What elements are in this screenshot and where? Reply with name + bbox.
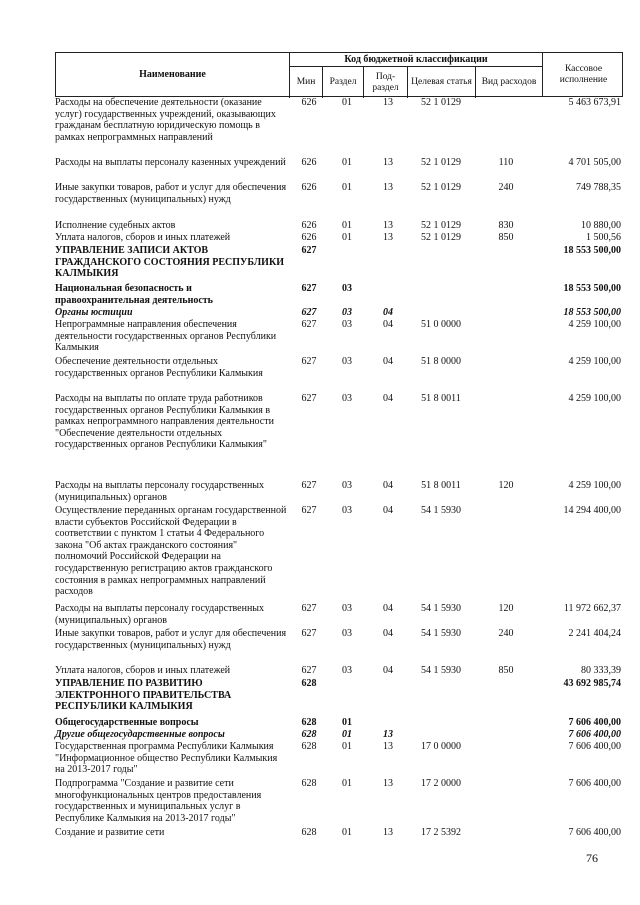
row-name: Органы юстиции xyxy=(55,307,133,318)
row-podrazdel: 13 xyxy=(383,827,393,838)
row-name: Расходы на выплаты персоналу государственных (муниципальных) органов xyxy=(55,603,265,626)
row-name: Непрограммные направления обеспечения деятельности государственных органов Республики Калмыкия xyxy=(55,319,277,354)
row-razdel: 01 xyxy=(342,232,352,243)
row-min: 627 xyxy=(301,505,317,516)
row-podrazdel: 13 xyxy=(383,182,393,193)
row-sum: 2 241 404,24 xyxy=(568,628,621,639)
row-razdel: 01 xyxy=(342,717,352,728)
row-vid: 830 xyxy=(498,220,514,231)
row-razdel: 03 xyxy=(342,393,352,404)
row-stat: 51 0 0000 xyxy=(421,319,461,330)
row-stat: 52 1 0129 xyxy=(421,220,461,231)
row-podrazdel: 04 xyxy=(383,319,393,330)
row-sum: 10 880,00 xyxy=(581,220,621,231)
row-sum: 18 553 500,00 xyxy=(563,245,621,256)
row-vid: 850 xyxy=(498,232,514,243)
row-name: Иные закупки товаров, работ и услуг для обеспечения государственных (муниципальных) нужд xyxy=(55,182,287,205)
row-min: 627 xyxy=(301,319,317,330)
row-name: Другие общегосударственные вопросы xyxy=(55,729,225,740)
row-name: Расходы на выплаты персоналу казенных учреждений xyxy=(55,157,286,168)
row-sum: 18 553 500,00 xyxy=(563,307,621,318)
row-min: 627 xyxy=(301,356,317,367)
row-stat: 52 1 0129 xyxy=(421,97,461,108)
row-min: 626 xyxy=(301,232,317,243)
page-number: 76 xyxy=(586,851,598,865)
row-min: 627 xyxy=(301,603,317,614)
row-name: Уплата налогов, сборов и иных платежей xyxy=(55,232,231,243)
row-vid: 110 xyxy=(498,157,514,168)
row-stat: 52 1 0129 xyxy=(421,157,461,168)
row-razdel: 01 xyxy=(342,220,352,231)
row-vid: 850 xyxy=(498,665,514,676)
row-name: Национальная безопасность и правоохранительная деятельность xyxy=(55,283,213,306)
header-name: Наименование xyxy=(139,69,206,80)
row-min: 628 xyxy=(301,729,317,740)
row-sum: 4 259 100,00 xyxy=(568,356,621,367)
row-stat: 54 1 5930 xyxy=(421,603,461,614)
header-stat: Целевая статья xyxy=(407,67,475,98)
row-name: УПРАВЛЕНИЕ ЗАПИСИ АКТОВ ГРАЖДАНСКОГО СОСТОЯНИЯ РЕСПУБЛИКИ КАЛМЫКИЯ xyxy=(55,245,284,280)
row-stat: 17 2 0000 xyxy=(421,778,461,789)
row-razdel: 01 xyxy=(342,729,352,740)
row-podrazdel: 13 xyxy=(383,97,393,108)
row-min: 627 xyxy=(301,665,317,676)
row-razdel: 03 xyxy=(342,283,352,294)
row-razdel: 03 xyxy=(342,628,352,639)
row-podrazdel: 04 xyxy=(383,505,393,516)
header-min: Мин xyxy=(289,67,322,98)
row-min: 626 xyxy=(301,157,317,168)
row-razdel: 03 xyxy=(342,603,352,614)
header-code-title: Код бюджетной классификации xyxy=(289,53,542,67)
row-min: 627 xyxy=(301,628,317,639)
row-sum: 7 606 400,00 xyxy=(568,729,621,740)
row-min: 628 xyxy=(301,717,317,728)
row-sum: 1 500,56 xyxy=(586,232,621,243)
row-name: Исполнение судебных актов xyxy=(55,220,176,231)
row-sum: 7 606 400,00 xyxy=(568,827,621,838)
row-sum: 43 692 985,74 xyxy=(563,678,621,689)
row-name: Уплата налогов, сборов и иных платежей xyxy=(55,665,231,676)
row-stat: 54 1 5930 xyxy=(421,665,461,676)
row-min: 628 xyxy=(301,741,317,752)
row-stat: 54 1 5930 xyxy=(421,628,461,639)
row-min: 627 xyxy=(301,480,317,491)
row-sum: 7 606 400,00 xyxy=(568,741,621,752)
row-podrazdel: 13 xyxy=(383,157,393,168)
row-podrazdel: 04 xyxy=(383,480,393,491)
row-stat: 52 1 0129 xyxy=(421,232,461,243)
row-podrazdel: 04 xyxy=(383,628,393,639)
row-vid: 240 xyxy=(498,628,514,639)
row-razdel: 03 xyxy=(342,319,352,330)
row-sum: 5 463 673,91 xyxy=(568,97,621,108)
row-podrazdel: 13 xyxy=(383,778,393,789)
row-min: 628 xyxy=(301,827,317,838)
row-podrazdel: 04 xyxy=(383,356,393,367)
row-stat: 51 8 0000 xyxy=(421,356,461,367)
row-stat: 52 1 0129 xyxy=(421,182,461,193)
row-podrazdel: 13 xyxy=(383,741,393,752)
row-podrazdel: 13 xyxy=(383,220,393,231)
table-header xyxy=(55,52,623,97)
row-stat: 17 0 0000 xyxy=(421,741,461,752)
header-podrazdel: Под-раздел xyxy=(363,67,407,98)
row-podrazdel: 13 xyxy=(383,729,393,740)
row-name: Обеспечение деятельности отдельных государственных органов Республики Калмыкия xyxy=(55,356,263,379)
row-sum: 14 294 400,00 xyxy=(563,505,621,516)
row-sum: 4 259 100,00 xyxy=(568,319,621,330)
row-sum: 80 333,39 xyxy=(581,665,621,676)
row-min: 626 xyxy=(301,220,317,231)
row-razdel: 01 xyxy=(342,157,352,168)
header-kassa: Кассовое исполнение xyxy=(542,53,624,96)
row-stat: 17 2 5392 xyxy=(421,827,461,838)
row-podrazdel: 04 xyxy=(383,307,393,318)
row-sum: 11 972 662,37 xyxy=(563,603,621,614)
row-podrazdel: 04 xyxy=(383,393,393,404)
row-name: Общегосударственные вопросы xyxy=(55,717,199,728)
row-razdel: 03 xyxy=(342,665,352,676)
row-min: 626 xyxy=(301,97,317,108)
row-min: 627 xyxy=(301,393,317,404)
row-name: Расходы на выплаты по оплате труда работников государственных органов Республики Калмыкия в рамках непрограммного направления деятельности "Обеспечение деятельности отдельных государственных органов Республики Калмыкия" xyxy=(55,393,274,451)
row-stat: 51 8 0011 xyxy=(421,393,461,404)
row-sum: 7 606 400,00 xyxy=(568,778,621,789)
row-razdel: 01 xyxy=(342,778,352,789)
row-min: 628 xyxy=(301,778,317,789)
row-min: 627 xyxy=(301,307,317,318)
row-name: Иные закупки товаров, работ и услуг для обеспечения государственных (муниципальных) нужд xyxy=(55,628,287,651)
row-vid: 240 xyxy=(498,182,514,193)
row-min: 626 xyxy=(301,182,317,193)
row-razdel: 01 xyxy=(342,97,352,108)
row-name: УПРАВЛЕНИЕ ПО РАЗВИТИЮ ЭЛЕКТРОННОГО ПРАВИТЕЛЬСТВА РЕСПУБЛИКИ КАЛМЫКИЯ xyxy=(55,678,232,713)
row-sum: 18 553 500,00 xyxy=(563,283,621,294)
row-razdel: 03 xyxy=(342,505,352,516)
header-vid: Вид расходов xyxy=(475,67,542,98)
row-vid: 120 xyxy=(498,480,514,491)
row-sum: 4 259 100,00 xyxy=(568,393,621,404)
row-razdel: 01 xyxy=(342,182,352,193)
row-razdel: 03 xyxy=(342,480,352,491)
row-podrazdel: 13 xyxy=(383,232,393,243)
row-stat: 54 1 5930 xyxy=(421,505,461,516)
row-name: Осуществление переданных органам государственной власти субъектов Российской Федерации в соответствии с пунктом 1 статьи 4 Федерального закона "Об актах гражданского состояния" полномочий Российской Федерации на государственную регистрацию актов гражданского состояния в рамках непрограммных направлений расходов xyxy=(55,505,287,598)
row-sum: 4 259 100,00 xyxy=(568,480,621,491)
row-min: 628 xyxy=(301,678,317,689)
row-name: Расходы на выплаты персоналу государственных (муниципальных) органов xyxy=(55,480,265,503)
row-sum: 7 606 400,00 xyxy=(568,717,621,728)
row-razdel: 01 xyxy=(342,827,352,838)
row-razdel: 03 xyxy=(342,307,352,318)
row-sum: 749 788,35 xyxy=(576,182,621,193)
row-vid: 120 xyxy=(498,603,514,614)
row-name: Создание и развитие сети xyxy=(55,827,165,838)
row-name: Подпрограмма "Создание и развитие сети многофункциональных центров предоставления государственных и муниципальных услуг в Республике Калмыкия на 2013-2017 годы" xyxy=(55,778,262,824)
row-sum: 4 701 505,00 xyxy=(568,157,621,168)
row-name: Расходы на обеспечение деятельности (оказание услуг) государственных учреждений, оказывающих гражданам бесплатную юридическую помощь в рамках непрограммных направлений xyxy=(55,97,276,143)
row-razdel: 03 xyxy=(342,356,352,367)
row-min: 627 xyxy=(301,245,317,256)
row-podrazdel: 04 xyxy=(383,603,393,614)
row-podrazdel: 04 xyxy=(383,665,393,676)
row-min: 627 xyxy=(301,283,317,294)
row-razdel: 01 xyxy=(342,741,352,752)
row-name: Государственная программа Республики Калмыкия "Информационное общество Республики Калмыкия на 2013-2017 годы" xyxy=(55,741,278,776)
header-razdel: Раздел xyxy=(322,67,363,98)
row-stat: 51 8 0011 xyxy=(421,480,461,491)
